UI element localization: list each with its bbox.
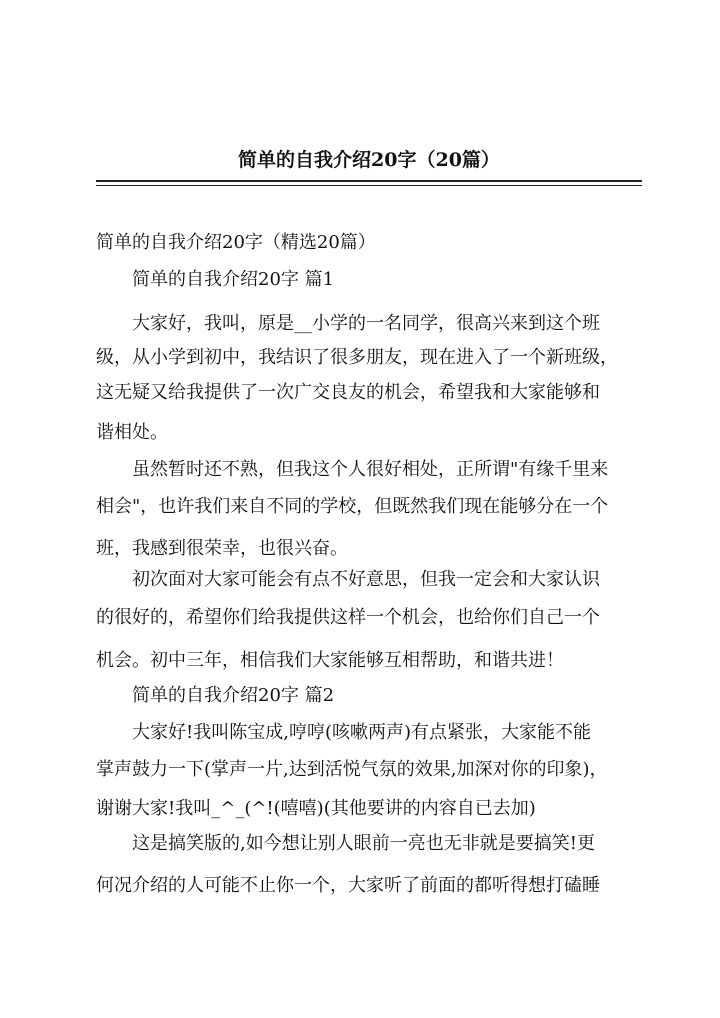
- paragraph-line: 掌声鼓力一下(掌声一片,达到活悦气氛的效果,加深对你的印象)，: [96, 759, 608, 780]
- paragraph-line: 相会"，也许我们来自不同的学校，但既然我们现在能够分在一个: [96, 496, 609, 517]
- paragraph-line: 机会。初中三年，相信我们大家能够互相帮助，和谐共进！: [96, 650, 564, 671]
- subtitle-line: 简单的自我介绍20字（精选20篇）: [96, 232, 376, 253]
- paragraph-line: 班，我感到很荣幸，也很兴奋。: [96, 538, 348, 559]
- paragraph-line: 的很好的，希望你们给我提供这样一个机会，也给你们自己一个: [96, 607, 600, 628]
- title-rule-thick: [96, 180, 642, 182]
- paragraph-line: 何况介绍的人可能不止你一个，大家听了前面的都听得想打磕睡: [96, 875, 600, 896]
- paragraph-line: 这无疑又给我提供了一次广交良友的机会，希望我和大家能够和: [96, 382, 600, 403]
- paragraph-line: 这是搞笑版的,如今想让别人眼前一亮也无非就是要搞笑!更: [132, 833, 595, 854]
- paragraph-line: 谢谢大家!我叫_^_(^!(嘻嘻)(其他要讲的内容自已去加): [96, 798, 536, 819]
- section-heading-2: 简单的自我介绍20字 篇2: [132, 685, 335, 706]
- title-rule-thin: [96, 185, 642, 186]
- section-heading-1: 简单的自我介绍20字 篇1: [132, 269, 335, 290]
- paragraph-line: 大家好，我叫，原是__小学的一名同学，很高兴来到这个班: [132, 313, 600, 334]
- document-title: 简单的自我介绍20字（20篇）: [238, 149, 500, 171]
- paragraph-line: 大家好!我叫陈宝成,哼哼(咳嗽两声)有点紧张，大家能不能: [132, 722, 591, 743]
- paragraph-line: 谐相处。: [96, 422, 168, 443]
- paragraph-line: 级，从小学到初中，我结识了很多朋友，现在进入了一个新班级，: [96, 347, 618, 368]
- paragraph-line: 虽然暂时还不熟，但我这个人很好相处，正所谓"有缘千里来: [132, 459, 609, 480]
- paragraph-line: 初次面对大家可能会有点不好意思，但我一定会和大家认识: [132, 569, 600, 590]
